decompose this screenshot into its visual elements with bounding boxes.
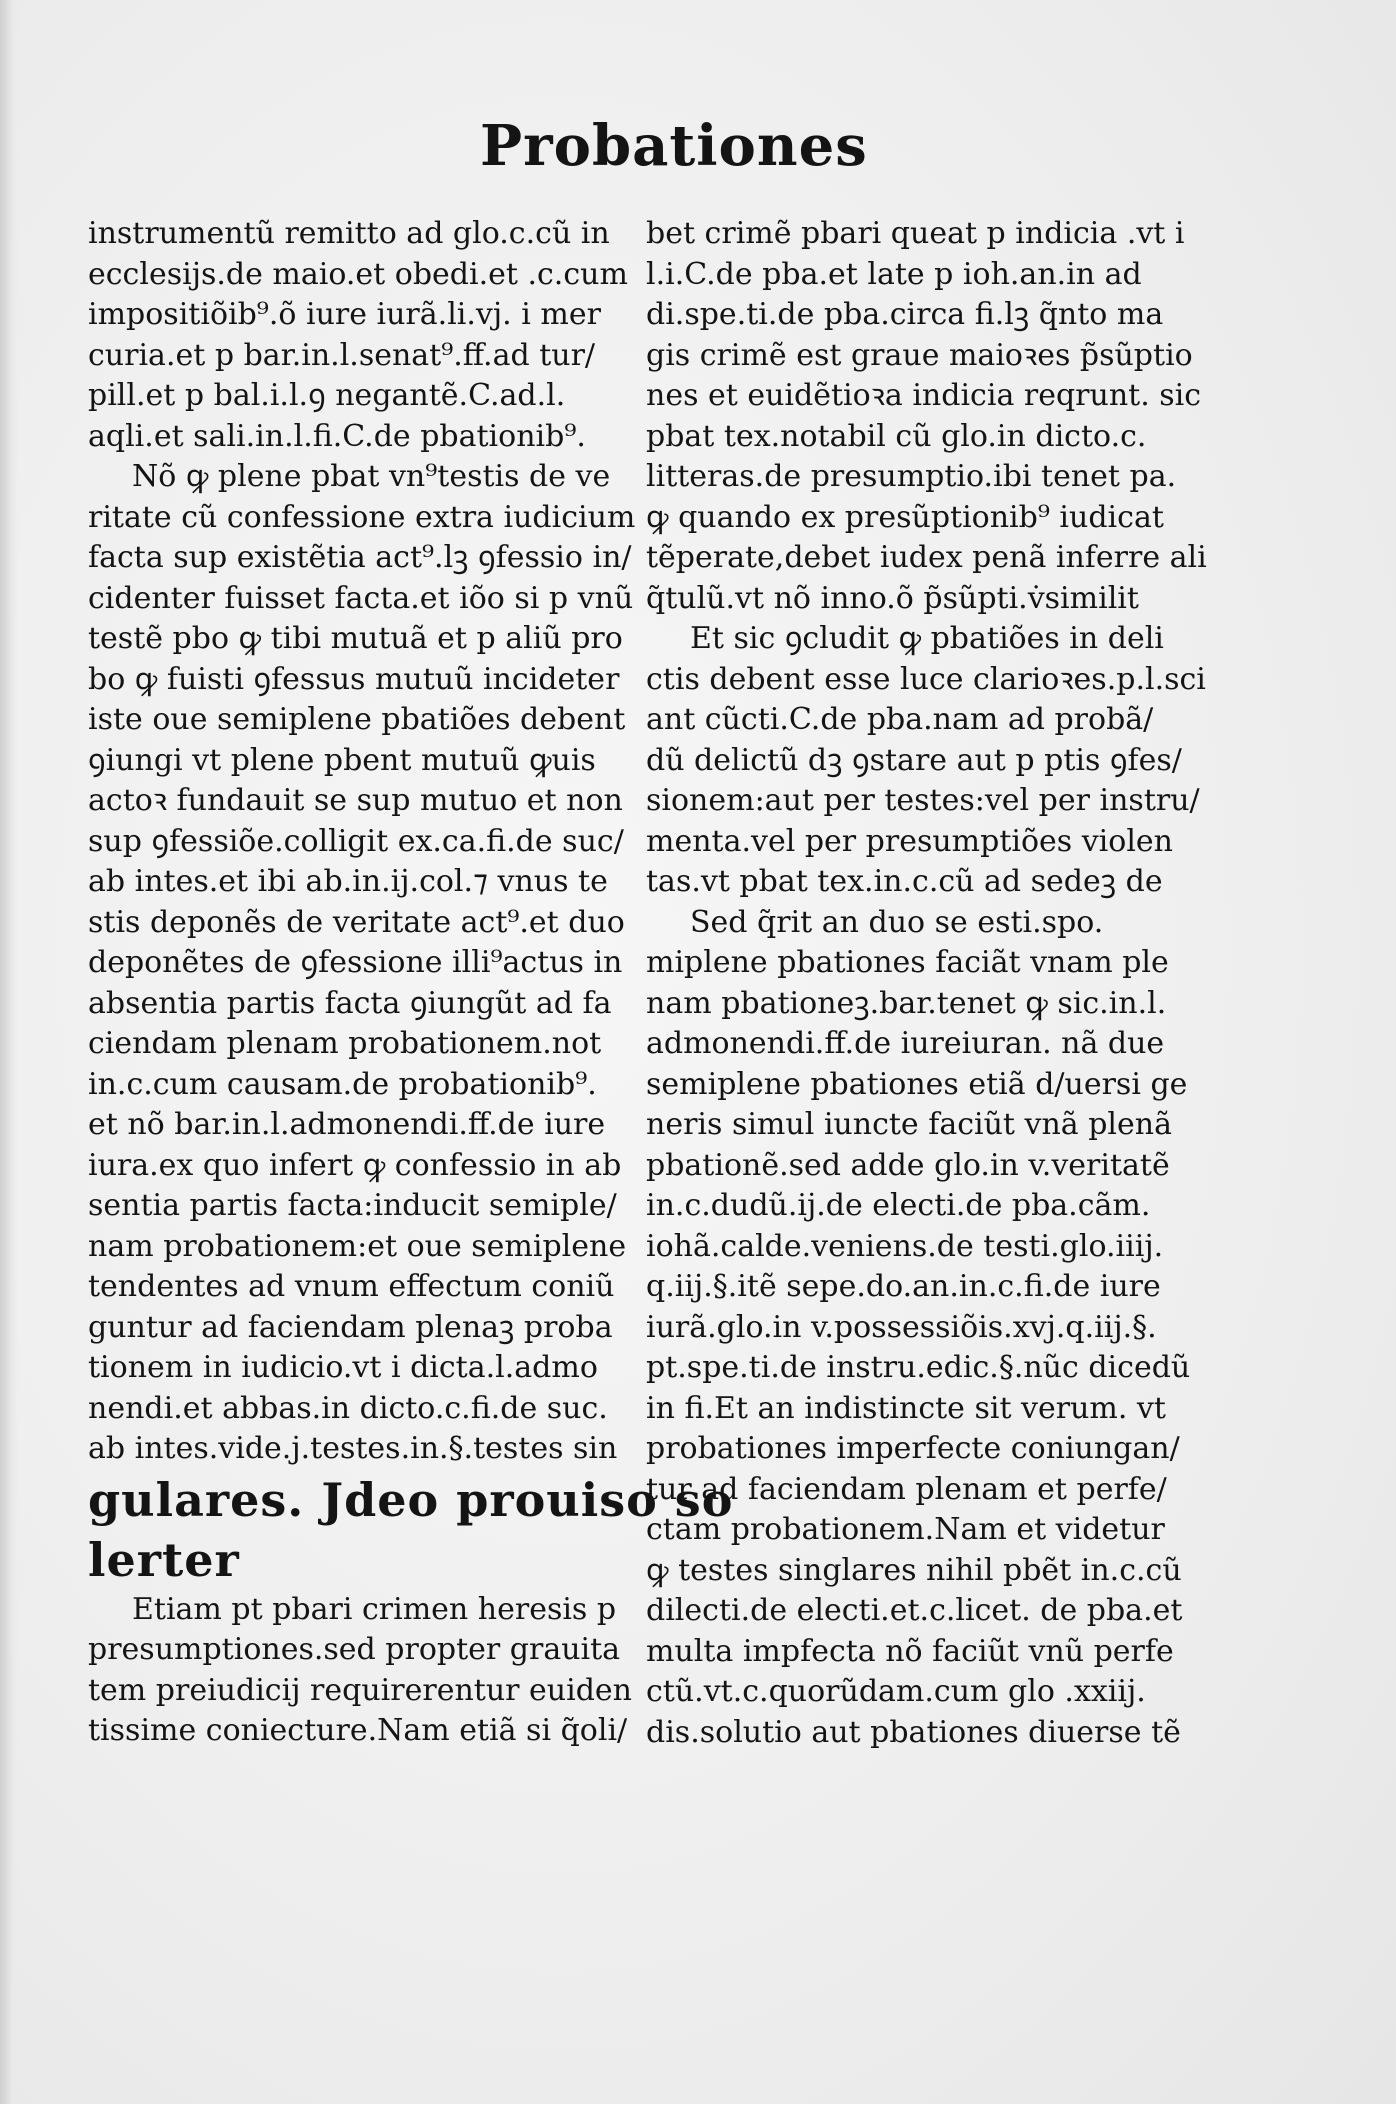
text-line: ritate cũ confessione extra iudicium — [88, 499, 636, 535]
text-line: iste oue semiplene pbatiões debent — [88, 702, 626, 737]
text-line: et nõ bar.in.l.admonendi.ff.de iure — [88, 1107, 606, 1142]
text-line: probationes imperfecte coniungan/ — [646, 1431, 1180, 1466]
text-line: ꝙ quando ex presũptionib⁹ iudicat — [646, 499, 1164, 535]
text-line: cidenter fuisset facta.et iõo si p vnũ — [88, 580, 634, 616]
text-line: bo ꝙ fuisti ꝯfessus mutuũ incideter — [88, 661, 620, 697]
text-line: multa impfecta nõ faciũt vnũ perfe — [646, 1633, 1174, 1669]
text-line: tem preiudicij requirerentur euiden — [88, 1672, 632, 1708]
text-line: in fi.Et an indistincte sit verum. vt — [646, 1390, 1166, 1426]
text-line: di.spe.ti.de pba.circa fi.lꝫ q̃nto ma — [646, 297, 1164, 332]
paragraph-start-line: Sed q̃rit an duo se esti.spo. — [690, 904, 1104, 940]
text-line: q.iij.§.itẽ sepe.do.an.in.c.fi.de iure — [646, 1269, 1161, 1304]
text-line: ant cũcti.C.de pba.nam ad probã/ — [646, 702, 1154, 737]
paragraph-start-line: Nõ ꝙ plene pbat vn⁹testis de ve — [132, 459, 611, 494]
text-line: pbationẽ.sed adde glo.in v.veritatẽ — [646, 1147, 1170, 1183]
text-line: guntur ad faciendam plenaꝫ proba — [88, 1309, 613, 1345]
text-line: aqli.et sali.in.l.fi.C.de pbationib⁹. — [88, 418, 586, 454]
text-line: in.c.cum causam.de probationib⁹. — [88, 1066, 597, 1102]
text-line: instrumentũ remitto ad glo.c.cũ in — [88, 216, 610, 251]
right-text-column — [646, 214, 1207, 1753]
section-heading-line — [88, 1530, 608, 1590]
text-line: testẽ pbo ꝙ tibi mutuã et p aliũ pro — [88, 621, 623, 656]
section-heading-text: lerter — [88, 1532, 240, 1587]
paragraph-start-line: Et sic ꝯcludit ꝙ pbatiões in deli — [690, 621, 1164, 656]
text-line: tas.vt pbat tex.in.c.cũ ad sedeꝫ de — [646, 864, 1163, 899]
text-line: iura.ex quo infert ꝙ confessio in ab — [88, 1147, 622, 1183]
text-line: tissime coniecture.Nam etiã si q̃oli/ — [88, 1713, 628, 1748]
text-line: sup ꝯfessiõe.colligit ex.ca.fi.de suc/ — [88, 823, 624, 859]
text-line: tendentes ad vnum effectum coniũ — [88, 1269, 615, 1304]
text-line: dis.solutio aut pbationes diuerse tẽ — [646, 1714, 1181, 1750]
text-line: miplene pbationes faciãt vnam ple — [646, 945, 1169, 980]
text-line: ꝯiungi vt plene pbent mutuũ ꝙuis — [88, 742, 596, 778]
text-line: stis deponẽs de veritate act⁹.et duo — [88, 904, 625, 940]
text-line: facta sup existẽtia act⁹.lꝫ ꝯfessio in/ — [88, 540, 632, 575]
text-line: dilecti.de electi.et.c.licet. de pba.et — [646, 1593, 1183, 1628]
text-line: sentia partis facta:inducit semiple/ — [88, 1188, 617, 1223]
text-line: tionem in iudicio.vt i dicta.l.admo — [88, 1350, 598, 1385]
page-gutter-shadow — [0, 0, 18, 2104]
text-line: presumptiones.sed propter grauita — [88, 1632, 621, 1667]
text-line: absentia partis facta ꝯiungũt ad fa — [88, 985, 612, 1021]
text-line: ciendam plenam probationem.not — [88, 1026, 602, 1061]
text-line: q̃tulũ.vt nõ inno.õ p̃sũpti.v̇similit — [646, 580, 1139, 616]
text-line: nes et euidẽtioꝛa indicia reqrunt. sic — [646, 378, 1202, 413]
text-line: impositiõib⁹.õ iure iurã.li.vj. i mer — [88, 297, 601, 332]
text-line: nam pbationeꝫ.bar.tenet ꝙ sic.in.l. — [646, 985, 1167, 1021]
text-line: menta.vel per presumptiões violen — [646, 823, 1174, 859]
text-line: dũ delictũ dꝫ ꝯstare aut p ptis ꝯfes/ — [646, 742, 1182, 778]
text-line: ctam probationem.Nam et videtur — [646, 1512, 1165, 1547]
text-line: actoꝛ fundauit se sup mutuo et non — [88, 783, 623, 818]
text-line: pbat tex.notabil cũ glo.in dicto.c. — [646, 418, 1147, 454]
text-line: nendi.et abbas.in dicto.c.fi.de suc. — [88, 1390, 608, 1426]
text-line: neris simul iuncte faciũt vnã plenã — [646, 1107, 1172, 1142]
section-heading-line — [88, 1470, 734, 1530]
text-line: l.i.C.de pba.et late p ioh.an.in ad — [646, 256, 1142, 292]
text-line: pill.et p bal.i.l.ꝯ negantẽ.C.ad.l. — [88, 378, 566, 413]
text-line: ecclesijs.de maio.et obedi.et .c.cum — [88, 256, 628, 292]
text-line: nam probationem:et oue semiplene — [88, 1228, 627, 1264]
text-line: ctũ.vt.c.quorũdam.cum glo .xxiij. — [646, 1674, 1146, 1709]
text-line: pt.spe.ti.de instru.edic.§.nũc dicedũ — [646, 1350, 1191, 1385]
text-line: gis crimẽ est graue maioꝛes p̃sũptio — [646, 337, 1193, 373]
left-text-column — [88, 214, 734, 1752]
text-line: bet crimẽ pbari queat p indicia .vt i — [646, 216, 1185, 251]
text-line: in.c.dudũ.ij.de electi.de pba.cãm. — [646, 1188, 1151, 1223]
text-line: ab intes.vide.j.testes.in.§.testes sin — [88, 1431, 618, 1466]
running-head: Probationes — [480, 113, 868, 179]
text-line: admonendi.ff.de iureiuran. nã due — [646, 1026, 1165, 1061]
text-line: semiplene pbationes etiã d/uersi ge — [646, 1066, 1188, 1102]
text-line: ꝙ testes singlares nihil pbẽt in.c.cũ — [646, 1552, 1182, 1588]
text-line: deponẽtes de ꝯfessione illi⁹actus in — [88, 945, 623, 980]
text-line: iohã.calde.veniens.de testi.glo.iiij. — [646, 1228, 1164, 1264]
text-line: litteras.de presumptio.ibi tenet pa. — [646, 459, 1177, 494]
text-line: ab intes.et ibi ab.in.ij.col.⁊ vnus te — [88, 864, 608, 899]
text-line: sionem:aut per testes:vel per instru/ — [646, 783, 1200, 818]
section-heading-text: gulares. Jdeo prouiso so — [88, 1472, 734, 1527]
paragraph-start-line: Etiam pt pbari crimen heresis p — [132, 1591, 617, 1627]
text-line: ctis debent esse luce clarioꝛes.p.l.sci — [646, 661, 1206, 697]
text-line: iurã.glo.in v.possessiõis.xvj.q.iij.§. — [646, 1309, 1157, 1345]
text-line: tẽperate,debet iudex penã inferre ali — [646, 540, 1207, 575]
text-line: tur ad faciendam plenam et perfe/ — [646, 1471, 1167, 1507]
text-line: curia.et p bar.in.l.senat⁹.ff.ad tur/ — [88, 337, 596, 373]
